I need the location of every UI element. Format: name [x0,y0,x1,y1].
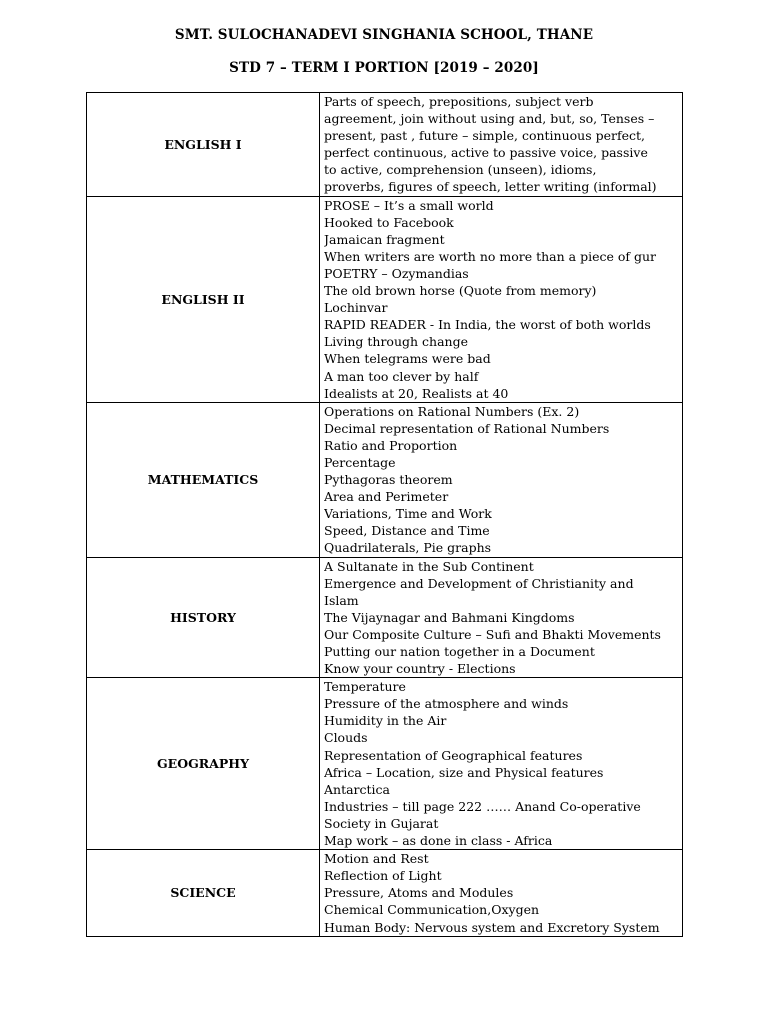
subject-cell: ENGLISH II [87,196,320,402]
topic-line: present, past , future – simple, continuous perfect, [324,128,646,144]
topic-line: A man too clever by half [324,368,479,384]
topic-line: Know your country - Elections [324,661,516,677]
topic-line: Society in Gujarat [324,815,439,831]
topic-line: Pressure of the atmosphere and winds [324,696,569,712]
topic-line: Map work – as done in class - Africa [324,833,553,849]
topic-line: Antarctica [324,781,391,797]
topic-line: PROSE – It’s a small world [324,197,494,213]
topic-line: Pressure, Atoms and Modules [324,885,514,901]
row-mathematics [87,402,683,557]
topic-line: perfect continuous, active to passive voice, passive [324,145,648,161]
topic-line: Speed, Distance and Time [324,523,490,539]
topic-line: Africa – Location, size and Physical features [324,764,604,780]
topic-line: Variations, Time and Work [324,506,492,522]
row-science [87,850,683,936]
topic-line: Decimal representation of Rational Numbers [324,420,610,436]
topics-cell [320,196,683,402]
topic-line: Area and Perimeter [324,489,449,505]
portion-table-body [87,93,683,937]
topic-line: POETRY – Ozymandias [324,265,469,281]
topic-line: Temperature [324,679,406,695]
topic-line: Pythagoras theorem [324,472,453,488]
row-geography [87,678,683,850]
row-english-2 [87,196,683,402]
topic-line: Motion and Rest [324,851,429,867]
school-title: SMT. SULOCHANADEVI SINGHANIA SCHOOL, THANE [174,27,594,43]
topic-line: Ratio and Proportion [324,437,458,453]
topic-line: A Sultanate in the Sub Continent [324,558,534,574]
topic-line: Hooked to Facebook [324,214,454,230]
subject-cell: SCIENCE [87,850,320,936]
subject-cell: HISTORY [87,557,320,678]
subject-cell: MATHEMATICS [87,402,320,557]
subject-cell: GEOGRAPHY [87,678,320,850]
topic-line: Our Composite Culture – Sufi and Bhakti Movements [324,626,661,642]
portion-table [86,92,683,937]
topic-line: The old brown horse (Quote from memory) [324,283,597,299]
topic-line: Chemical Communication,Oxygen [324,902,540,918]
topic-line: Representation of Geographical features [324,747,583,763]
topic-line: proverbs, figures of speech, letter writing (informal) [324,179,657,195]
portion-title: STD 7 – TERM I PORTION [2019 – 2020] [229,60,539,76]
topic-line: Reflection of Light [324,868,442,884]
topic-line: Quadrilaterals, Pie graphs [324,540,492,556]
topics-cell [320,678,683,850]
row-english-1 [87,93,683,197]
topics-cell [320,557,683,678]
topic-line: Operations on Rational Numbers (Ex. 2) [324,403,580,419]
topic-line: Putting our nation together in a Document [324,644,595,659]
topic-line: Idealists at 20, Realists at 40 [324,385,509,401]
topics-cell [320,93,683,197]
topic-line: RAPID READER - In India, the worst of both worlds [324,317,651,333]
topic-line: Islam [324,592,359,608]
topic-line: The Vijaynagar and Bahmani Kingdoms [324,609,575,625]
topics-cell [320,402,683,557]
row-history [87,557,683,678]
topic-line: Industries – till page 222 …… Anand Co-operative [324,798,641,814]
topic-line: Clouds [324,730,368,746]
topics-cell [320,850,683,936]
topic-line: to active, comprehension (unseen), idioms, [324,162,597,178]
topic-line: When telegrams were bad [324,351,491,367]
topic-line: Emergence and Development of Christianity and [324,575,634,591]
topic-line: Lochinvar [324,300,388,316]
topic-line: Human Body: Nervous system and Excretory System [324,919,660,935]
topic-line: agreement, join without using and, but, so, Tenses – [324,111,655,127]
subject-cell: ENGLISH I [87,93,320,197]
topic-line: Percentage [324,454,396,470]
topic-line: Living through change [324,334,468,350]
topic-line: Parts of speech, prepositions, subject verb [324,94,594,109]
topic-line: Jamaican fragment [324,231,445,247]
topic-line: When writers are worth no more than a piece of gur [324,248,656,264]
topic-line: Humidity in the Air [324,713,447,729]
